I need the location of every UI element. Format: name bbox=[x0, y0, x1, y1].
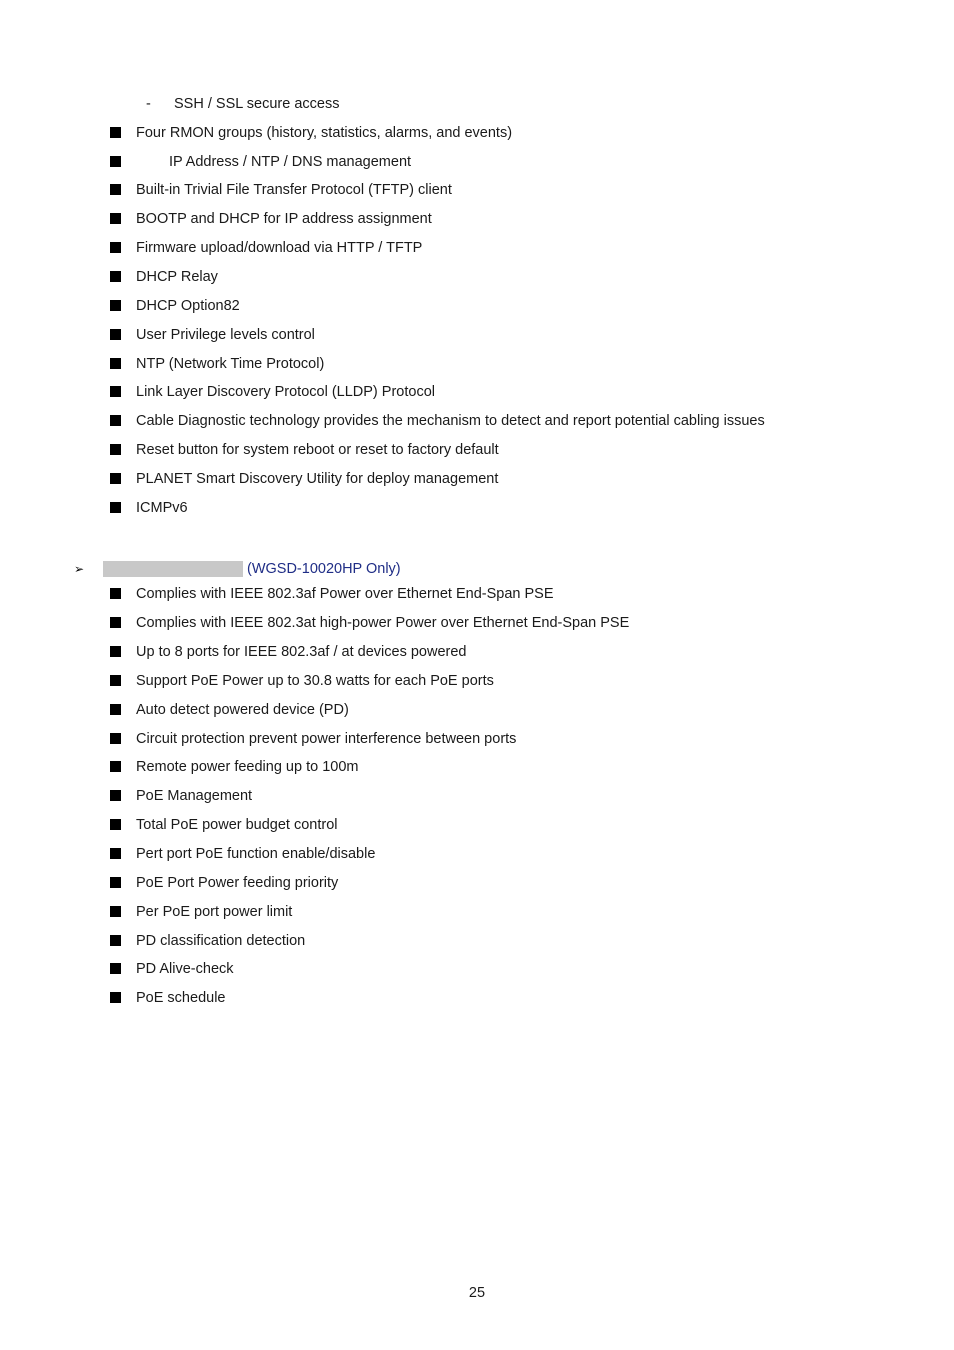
square-bullet-icon bbox=[110, 300, 121, 311]
list-item-text: Auto detect powered device (PD) bbox=[136, 702, 349, 718]
list-item-text: IP Address / NTP / DNS management bbox=[169, 154, 412, 170]
square-bullet-icon bbox=[110, 358, 121, 369]
square-bullet-icon bbox=[110, 992, 121, 1003]
list-item-text: BOOTP and DHCP for IP address assignment bbox=[136, 211, 432, 227]
square-bullet-icon bbox=[110, 646, 121, 657]
list-item-text: ICMPv6 bbox=[136, 500, 188, 516]
list-item-text: Complies with IEEE 802.3af Power over Ethernet End-Span PSE bbox=[136, 586, 554, 602]
list-item-text: PoE schedule bbox=[136, 990, 226, 1006]
list-item-text: PoE Management bbox=[136, 788, 253, 804]
list-item-text: NTP (Network Time Protocol) bbox=[136, 356, 325, 372]
square-bullet-icon bbox=[110, 790, 121, 801]
list-item-text: Up to 8 ports for IEEE 802.3af / at devices powered bbox=[136, 644, 467, 660]
list-item-text: Reset button for system reboot or reset to factory default bbox=[136, 442, 499, 458]
list-item-text: User Privilege levels control bbox=[136, 327, 315, 343]
square-bullet-icon bbox=[110, 271, 121, 282]
sub-list-item-text: SSH / SSL secure access bbox=[174, 96, 340, 112]
square-bullet-icon bbox=[110, 444, 121, 455]
square-bullet-icon bbox=[110, 415, 121, 426]
square-bullet-icon bbox=[110, 473, 121, 484]
square-bullet-icon bbox=[110, 761, 121, 772]
list-item-text: Circuit protection prevent power interference between ports bbox=[136, 731, 517, 747]
list-item-text: Complies with IEEE 802.3at high-power Power over Ethernet End-Span PSE bbox=[136, 615, 630, 631]
square-bullet-icon bbox=[110, 617, 121, 628]
list-item-text: PD classification detection bbox=[136, 933, 306, 949]
list-item-text: Remote power feeding up to 100m bbox=[136, 759, 359, 775]
list-item-text: Built-in Trivial File Transfer Protocol (TFTP) client bbox=[136, 182, 452, 198]
list-item-text: Pert port PoE function enable/disable bbox=[136, 846, 376, 862]
list-item-text: PLANET Smart Discovery Utility for deploy management bbox=[136, 471, 499, 487]
redacted-heading-block bbox=[103, 561, 243, 577]
list-item-text: PoE Port Power feeding priority bbox=[136, 875, 339, 891]
page-number: 25 bbox=[468, 1285, 486, 1301]
square-bullet-icon bbox=[110, 935, 121, 946]
square-bullet-icon bbox=[110, 906, 121, 917]
list-item-text: Total PoE power budget control bbox=[136, 817, 338, 833]
list-item-text: Link Layer Discovery Protocol (LLDP) Protocol bbox=[136, 384, 435, 400]
square-bullet-icon bbox=[110, 184, 121, 195]
list-item-text: Four RMON groups (history, statistics, alarms, and events) bbox=[136, 125, 513, 141]
list-item-text: DHCP Relay bbox=[136, 269, 218, 285]
square-bullet-icon bbox=[110, 588, 121, 599]
square-bullet-icon bbox=[110, 127, 121, 138]
square-bullet-icon bbox=[110, 156, 121, 167]
list-item-text: Firmware upload/download via HTTP / TFTP bbox=[136, 240, 423, 256]
dash-marker: - bbox=[146, 96, 151, 112]
heading-note: (WGSD-10020HP Only) bbox=[247, 561, 401, 577]
square-bullet-icon bbox=[110, 386, 121, 397]
square-bullet-icon bbox=[110, 848, 121, 859]
square-bullet-icon bbox=[110, 675, 121, 686]
square-bullet-icon bbox=[110, 213, 121, 224]
square-bullet-icon bbox=[110, 963, 121, 974]
list-item-text: Per PoE port power limit bbox=[136, 904, 293, 920]
square-bullet-icon bbox=[110, 819, 121, 830]
list-item-text: PD Alive-check bbox=[136, 961, 234, 977]
list-item-text: DHCP Option82 bbox=[136, 298, 240, 314]
square-bullet-icon bbox=[110, 242, 121, 253]
square-bullet-icon bbox=[110, 733, 121, 744]
square-bullet-icon bbox=[110, 329, 121, 340]
list-item-text: Cable Diagnostic technology provides the mechanism to detect and report potential cabling issues bbox=[136, 413, 765, 429]
square-bullet-icon bbox=[110, 502, 121, 513]
list-item-text: Support PoE Power up to 30.8 watts for each PoE ports bbox=[136, 673, 494, 689]
square-bullet-icon bbox=[110, 704, 121, 715]
arrow-bullet-icon: ➢ bbox=[74, 562, 85, 576]
square-bullet-icon bbox=[110, 877, 121, 888]
